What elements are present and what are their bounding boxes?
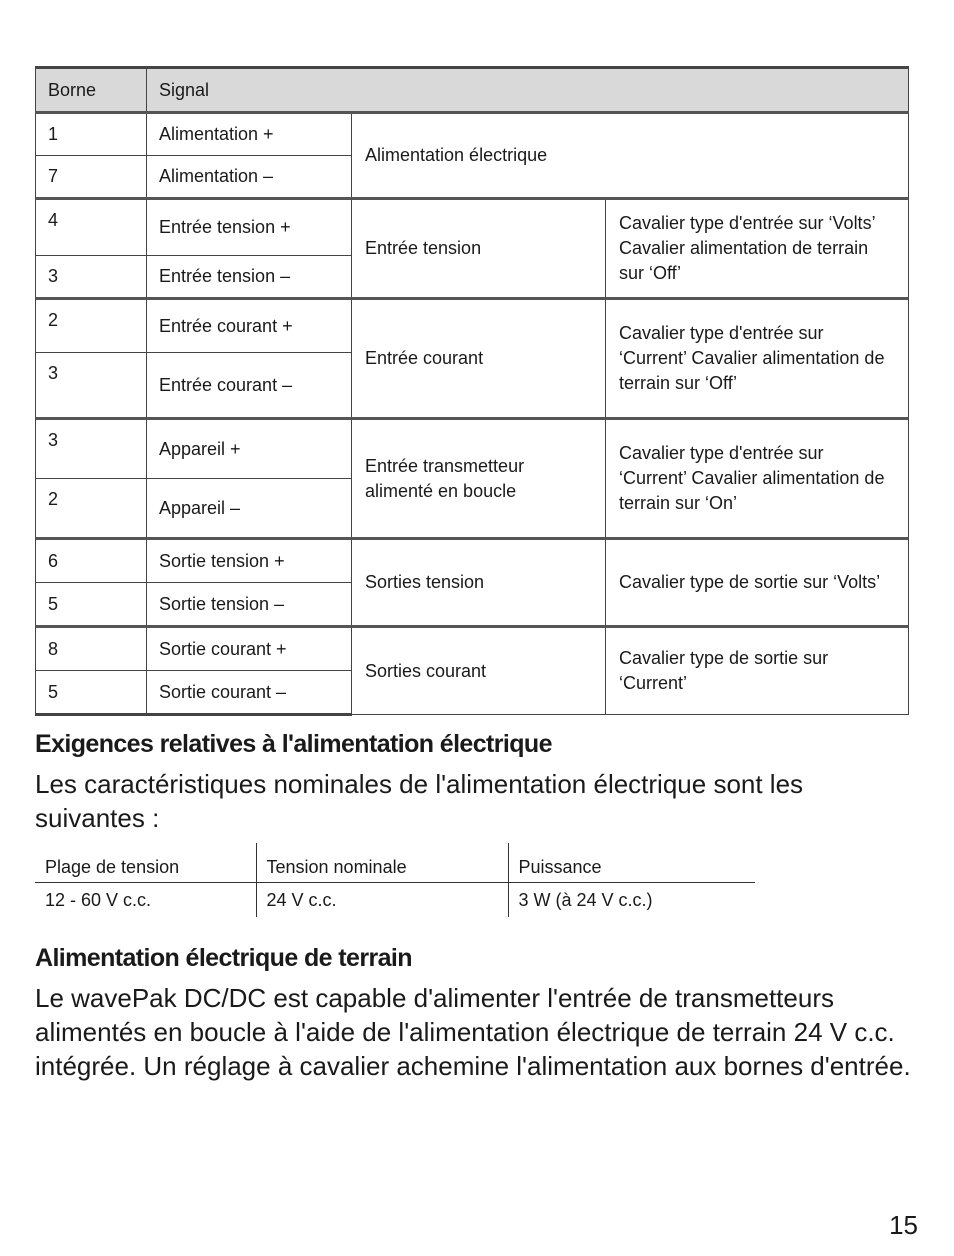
jumper-cell: Cavalier type d'entrée sur ‘Current’ Cavalier alimentation de terrain sur ‘On’ — [606, 419, 909, 539]
borne-cell: 4 — [36, 199, 147, 256]
jumper-cell: Cavalier type d'entrée sur ‘Current’ Cavalier alimentation de terrain sur ‘Off’ — [606, 299, 909, 419]
page-number: 15 — [889, 1210, 918, 1240]
header-borne: Borne — [36, 68, 147, 113]
signal-cell: Sortie tension + — [147, 539, 352, 583]
function-cell: Entrée tension — [352, 199, 606, 299]
table-row — [36, 199, 909, 256]
function-cell: Alimentation électrique — [352, 113, 909, 199]
table-group-current-output — [36, 627, 909, 715]
power-requirements-intro: Les caractéristiques nominales de l'alimentation électrique sont les suivantes : — [35, 769, 804, 833]
borne-cell: 1 — [36, 113, 147, 156]
borne-cell: 3 — [36, 256, 147, 299]
table-group-voltage-output — [36, 539, 909, 627]
jumper-cell: Cavalier type de sortie sur ‘Volts’ — [606, 539, 909, 627]
table-row — [35, 883, 755, 918]
jumper-cell: Cavalier type de sortie sur ‘Current’ — [606, 627, 909, 715]
table-row — [36, 419, 909, 479]
header-power: Puissance — [508, 843, 755, 883]
borne-cell: 3 — [36, 353, 147, 419]
signal-cell: Entrée tension + — [147, 199, 352, 256]
jumper-cell: Cavalier type d'entrée sur ‘Volts’ Cavalier alimentation de terrain sur ‘Off’ — [606, 199, 909, 299]
table-group-loop-powered — [36, 419, 909, 539]
function-cell: Sorties tension — [352, 539, 606, 627]
power-requirements-heading: Exigences relatives à l'alimentation électrique — [35, 730, 552, 758]
table-header-row — [36, 68, 909, 113]
field-power-body: Le wavePak DC/DC est capable d'alimenter l'entrée de transmetteurs alimentés en boucle à l'aide de l'alimentation électrique de terrain 24 V c.c. intégrée. Un réglage à cavalier achemine l'alimentation aux bornes d'entrée. — [35, 983, 911, 1081]
function-cell: Entrée transmetteur alimenté en boucle — [352, 419, 606, 539]
signal-cell: Alimentation + — [147, 113, 352, 156]
header-signal: Signal — [147, 68, 909, 113]
signal-cell: Entrée tension – — [147, 256, 352, 299]
header-nominal-voltage: Tension nominale — [256, 843, 508, 883]
function-cell: Sorties courant — [352, 627, 606, 715]
signal-cell: Sortie courant – — [147, 671, 352, 715]
power-specs-table — [35, 843, 755, 917]
table-row — [36, 627, 909, 671]
table-row — [36, 539, 909, 583]
terminal-signal-table — [35, 66, 909, 716]
table-row — [36, 299, 909, 353]
borne-cell: 3 — [36, 419, 147, 479]
table-header-row — [35, 843, 755, 883]
function-cell: Entrée courant — [352, 299, 606, 419]
borne-cell: 2 — [36, 479, 147, 539]
voltage-range-value: 12 - 60 V c.c. — [45, 890, 152, 910]
signal-cell: Entrée courant – — [147, 353, 352, 419]
borne-cell: 5 — [36, 671, 147, 715]
table-row — [36, 113, 909, 156]
borne-cell: 6 — [36, 539, 147, 583]
signal-cell: Sortie courant + — [147, 627, 352, 671]
borne-cell: 8 — [36, 627, 147, 671]
power-value: 3 W (à 24 V c.c.) — [508, 883, 755, 918]
signal-cell: Alimentation – — [147, 156, 352, 199]
borne-cell: 5 — [36, 583, 147, 627]
borne-cell: 7 — [36, 156, 147, 199]
borne-cell: 2 — [36, 299, 147, 353]
table-group-voltage-input — [36, 199, 909, 299]
header-voltage-range: Plage de tension — [35, 843, 256, 883]
nominal-voltage-value: 24 V c.c. — [256, 883, 508, 918]
table-group-current-input — [36, 299, 909, 419]
signal-cell: Entrée courant + — [147, 299, 352, 353]
field-power-heading: Alimentation électrique de terrain — [35, 944, 412, 972]
signal-cell: Sortie tension – — [147, 583, 352, 627]
table-group-power — [36, 113, 909, 199]
signal-cell: Appareil – — [147, 479, 352, 539]
signal-cell: Appareil + — [147, 419, 352, 479]
